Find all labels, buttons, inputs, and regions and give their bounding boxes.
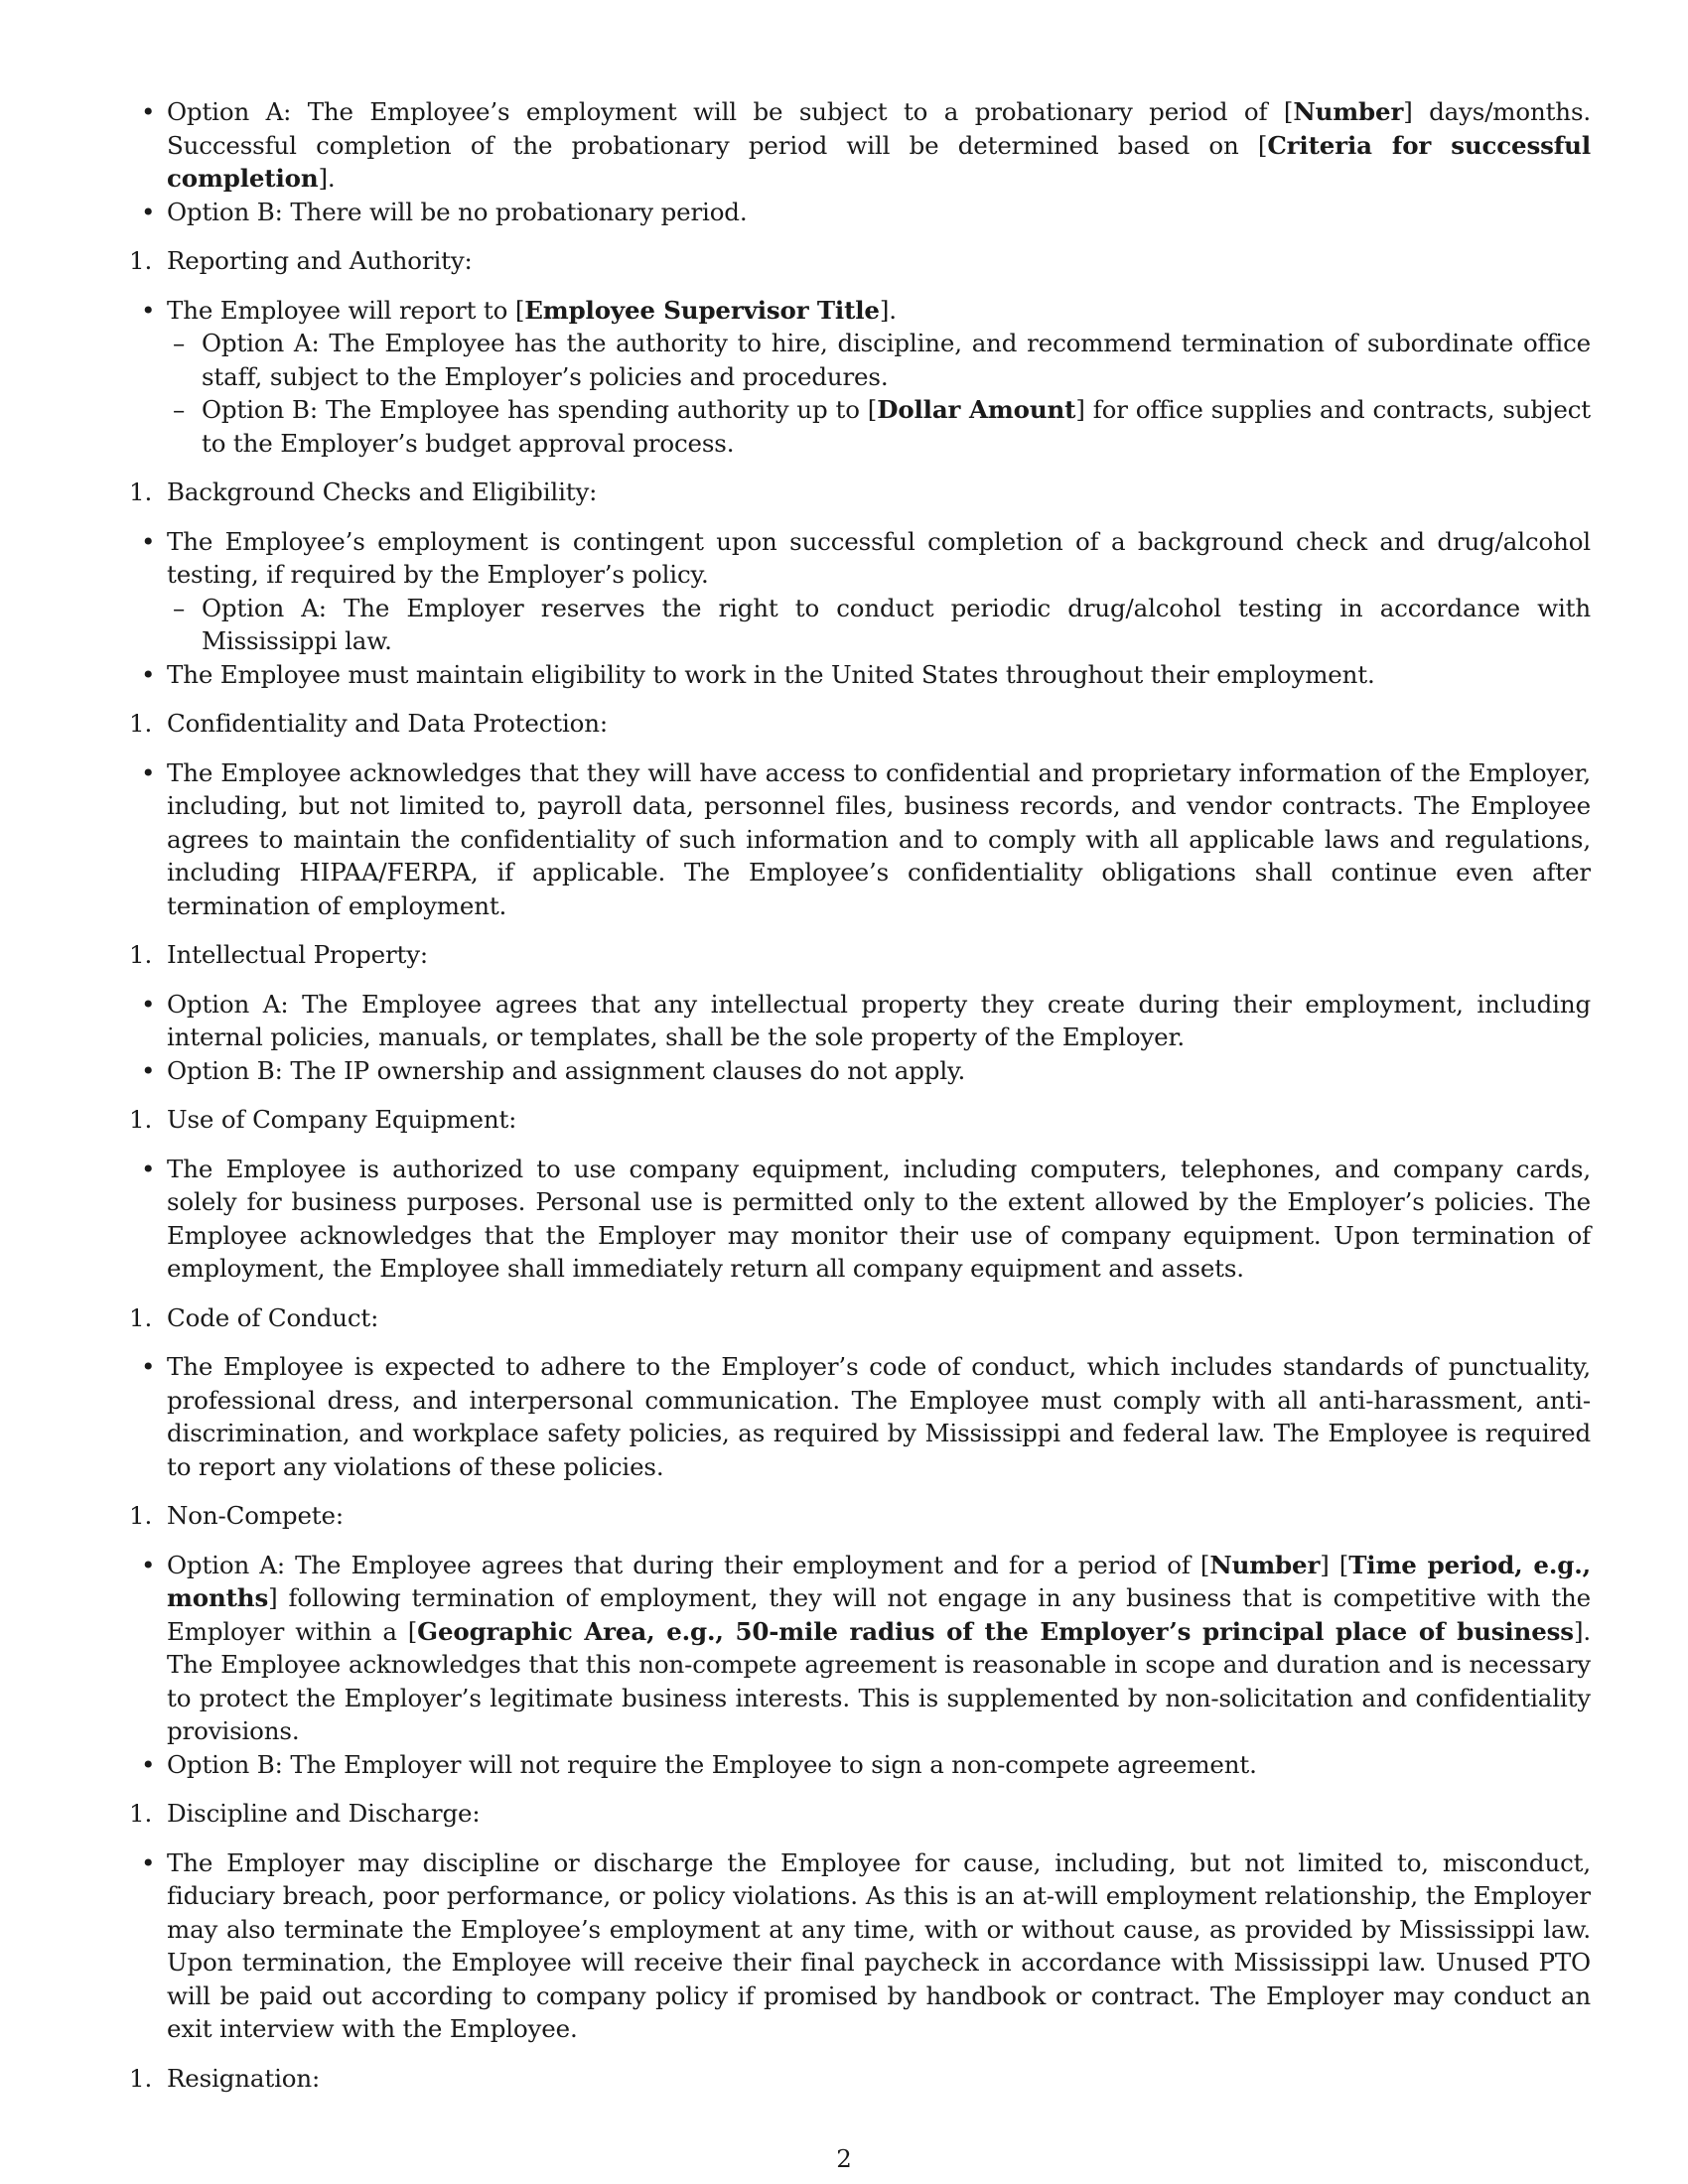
list-item: • Option A: The Employee agrees that any intellectual property they create during their employment, including internal policies, manuals, or templates, shall be the sole property of the Employer. <box>141 989 1591 1051</box>
list-item <box>141 196 1591 229</box>
noncompete-list <box>141 1549 1591 1782</box>
list-item: • The Employee’s employment is contingent upon successful completion of a background check and drug/alcohol testing, if required by the Employer’s policy. <box>141 526 1591 589</box>
bullet: • <box>141 97 156 126</box>
bullet: • <box>141 526 156 556</box>
bullet: • <box>141 989 156 1019</box>
probation-list <box>141 95 1591 228</box>
probation-option-a: Option A: The Employee’s employment will be subject to a probationary period of [Number] days/months. Successful completion of the probationary period will be determined based on [Criteria for successful completion]. <box>167 97 1592 193</box>
probation-option-b: Option B: There will be no probationary period. <box>167 197 748 226</box>
list-item: • The Employee is authorized to use company equipment, including computers, telephones, and company cards, solely for business purposes. Personal use is permitted only to the extent allowed by the Employer’s policies. The Employee acknowledges that the Employer may monitor their use of company equipment. Upon termination of employment, the Employee shall immediately return all company equipment and assets. <box>141 1154 1591 1283</box>
bullet: • <box>141 1055 156 1085</box>
section-heading-equipment: 1. Use of Company Equipment: <box>129 1105 517 1134</box>
dash-marker: – <box>173 395 186 424</box>
list-item: • The Employee will report to [Employee Supervisor Title]. <box>141 294 1591 328</box>
ip-list <box>141 988 1591 1088</box>
discipline-list <box>141 1846 1591 2046</box>
conduct-list <box>141 1350 1591 1483</box>
section-heading-resignation: 1. Resignation: <box>129 2063 321 2093</box>
bullet: • <box>141 295 156 325</box>
document-body <box>129 95 1592 2111</box>
sub-list-item: – Option A: The Employee has the authority to hire, discipline, and recommend termination of subordinate office staff, subject to the Employer’s policies and procedures. <box>173 329 1591 391</box>
section-heading-discipline: 1. Discipline and Discharge: <box>129 1799 481 1828</box>
bullet: • <box>141 1847 156 1877</box>
bullet: • <box>141 1550 156 1579</box>
list-item: • Option B: The Employer will not require the Employee to sign a non-compete agreement. <box>141 1748 1591 1782</box>
section-heading-reporting: 1. Reporting and Authority: <box>129 246 473 275</box>
sub-list-item: – Option B: The Employee has spending authority up to [Dollar Amount] for office supplies and contracts, subject to the Employer’s budget approval process. <box>173 395 1591 458</box>
page-number: 2 <box>836 2144 852 2173</box>
list-item: • The Employee is expected to adhere to the Employer’s code of conduct, which includes standards of punctuality, professional dress, and interpersonal communication. The Employee must comply with all anti-harassment, anti-discrimination, and workplace safety policies, as required by Mississippi and federal law. The Employee is required to report any violations of these policies. <box>141 1352 1591 1481</box>
section-heading-noncompete: 1. Non-Compete: <box>129 1501 344 1530</box>
section-heading-conduct: 1. Code of Conduct: <box>129 1302 379 1332</box>
list-item <box>141 95 1591 196</box>
list-item: • The Employee must maintain eligibility to work in the United States throughout their employment. <box>141 658 1591 692</box>
dash-marker: – <box>173 593 186 622</box>
bullet: • <box>141 659 156 689</box>
bullet: • <box>141 197 156 226</box>
background-sublist <box>173 592 1591 658</box>
bullet: • <box>141 1352 156 1381</box>
dash-marker: – <box>173 329 186 357</box>
list-item: • The Employee acknowledges that they will have access to confidential and proprietary information of the Employer, including, but not limited to, payroll data, personnel files, business records, and vendor contracts. The Employee agrees to maintain the confidentiality of such information and to comply with all applicable laws and regulations, including HIPAA/FERPA, if applicable. The Employee’s confidentiality obligations shall continue even after termination of employment. <box>141 757 1591 920</box>
list-item: • The Employer may discipline or discharge the Employee for cause, including, but not limited to, misconduct, fiduciary breach, poor performance, or policy violations. As this is an at-will employment relationship, the Employer may also terminate the Employee’s employment at any time, with or without cause, as provided by Mississippi law. Upon termination, the Employee will receive their final paycheck in accordance with Mississippi law. Unused PTO will be paid out according to company policy if promised by handbook or contract. The Employer may conduct an exit interview with the Employee. <box>141 1847 1591 2043</box>
bullet: • <box>141 757 156 787</box>
background-list <box>141 525 1591 692</box>
equipment-list <box>141 1153 1591 1286</box>
bullet: • <box>141 1154 156 1183</box>
section-heading-background: 1. Background Checks and Eligibility: <box>129 478 598 506</box>
list-item: • Option A: The Employee agrees that during their employment and for a period of [Number] [Time period, e.g., months] following termination of employment, they will not engage in any business that is competitive with the Employer within a [Geographic Area, e.g., 50-mile radius of the Employer’s principal place of business]. The Employee acknowledges that this non-compete agreement is reasonable in scope and duration and is necessary to protect the Employer’s legitimate business interests. This is supplemented by non-solicitation and confidentiality provisions. <box>141 1550 1591 1745</box>
section-heading-confidentiality: 1. Confidentiality and Data Protection: <box>129 709 608 738</box>
confidentiality-list <box>141 756 1591 923</box>
list-item: • Option B: The IP ownership and assignment clauses do not apply. <box>141 1054 1591 1088</box>
reporting-list <box>141 294 1591 461</box>
bullet: • <box>141 1749 156 1779</box>
reporting-sublist <box>173 327 1591 460</box>
sub-list-item: – Option A: The Employer reserves the right to conduct periodic drug/alcohol testing in accordance with Mississippi law. <box>173 593 1591 655</box>
section-heading-ip: 1. Intellectual Property: <box>129 940 429 969</box>
